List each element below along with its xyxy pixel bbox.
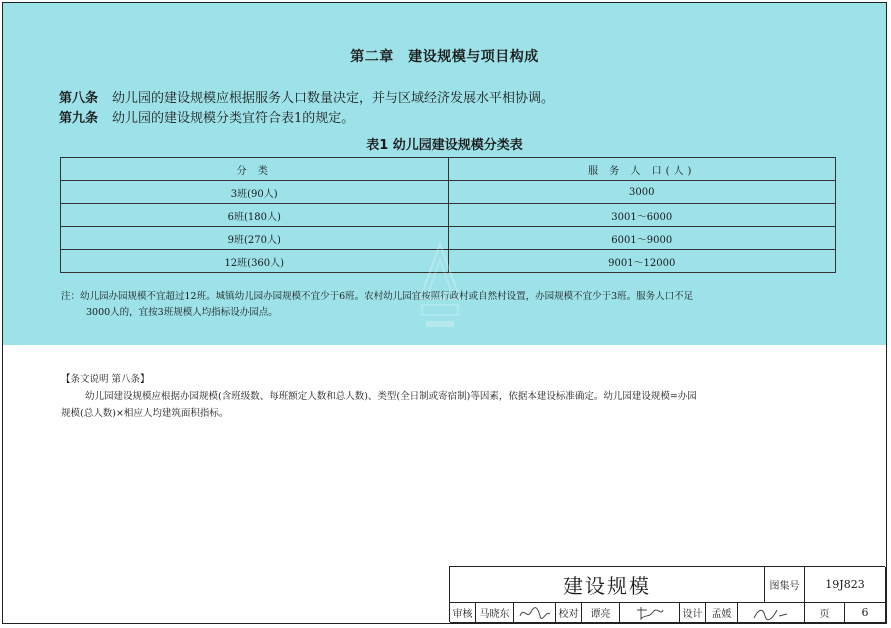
header-population: 服 务 人 口(人) [448,158,836,181]
cell-population: 3000 [448,181,836,204]
check-label: 校对 [556,603,582,623]
article-number: 第八条 [59,91,99,106]
explanation-heading: 【条文说明 第八条】 [61,374,150,385]
atlas-label: 图集号 [765,567,805,603]
cell-category: 9班(270人) [61,227,449,250]
signature-icon [518,604,552,622]
table-row [61,181,836,204]
signature-icon [751,604,791,622]
standard-text-band [3,3,886,345]
header-category: 分 类 [61,158,449,181]
designer-name: 孟媛 [706,603,738,623]
cell-population: 6001～9000 [448,227,836,250]
page-number: 6 [845,603,886,623]
cell-population: 3001～6000 [448,204,836,227]
designer-signature [738,603,805,623]
explanation-line: 幼儿园建设规模应根据办园规模(含班级数、每班额定人数和总人数)、类型(全日制或寄宿制)等因素，依据本建设标准确定。幼儿园建设规模=办园 [85,391,697,402]
clause-explanation [61,371,846,422]
reviewer-name: 马晓东 [476,603,514,623]
table-row [61,204,836,227]
watermark-logo-icon [410,239,470,339]
drawing-title: 建设规模 [450,567,765,603]
note-line: 3000人的，宜按3班规模人均指标设办园点。 [86,307,278,318]
article-number: 第九条 [59,111,99,126]
note-line: 注：幼儿园办园规模不宜超过12班。城镇幼儿园办园规模不宜少于6班。农村幼儿园宜按照行政村或自然村设置，办园规模不宜少于3班。服务人口不足 [61,291,694,302]
article-8 [59,87,554,106]
cell-population: 9001～12000 [448,250,836,273]
reviewer-signature [514,603,556,623]
article-text: 幼儿园的建设规模应根据服务人口数量决定，并与区域经济发展水平相协调。 [112,91,555,106]
table-header-row [61,158,836,181]
explanation-line: 规模(总人数)×相应人均建筑面积指标。 [61,408,229,419]
atlas-number: 19J823 [805,567,886,603]
checker-signature [620,603,680,623]
title-block [449,566,885,622]
cell-category: 6班(180人) [61,204,449,227]
article-text: 幼儿园的建设规模分类宜符合表1的规定。 [112,111,355,126]
drawing-frame [2,2,887,624]
design-label: 设计 [680,603,706,623]
article-9 [59,107,354,126]
signature-icon [633,604,667,622]
review-label: 审核 [450,603,476,623]
page-label: 页 [805,603,845,623]
table-title: 表1 幼儿园建设规模分类表 [366,138,523,153]
checker-name: 谭亮 [582,603,620,623]
cell-category: 12班(360人) [61,250,449,273]
cell-category: 3班(90人) [61,181,449,204]
chapter-title: 第二章 建设规模与项目构成 [350,49,539,65]
